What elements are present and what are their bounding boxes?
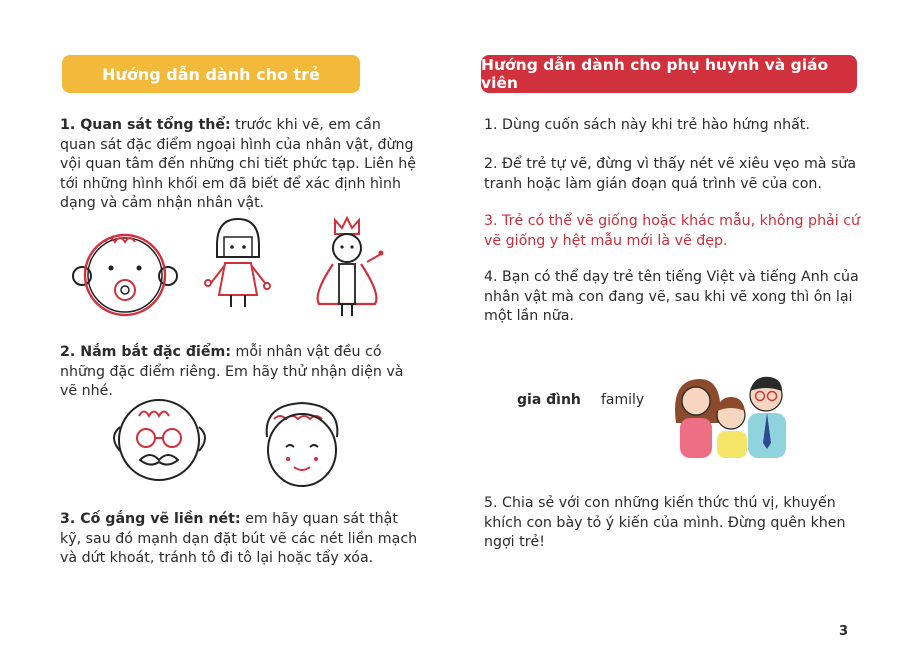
grandma-illustration (252, 395, 352, 490)
prince-illustration (305, 212, 390, 322)
left-item-2-heading: 2. Nắm bắt đặc điểm: (60, 344, 231, 360)
left-item-2-text: mỗi nhân vật đều có những đặc điểm riêng. Em hãy thử nhận diện và vẽ nhé. (60, 344, 404, 399)
family-illustration (668, 373, 793, 458)
banner-parents-guide-label: Hướng dẫn dành cho phụ huynh và giáo viên (481, 56, 829, 92)
right-item-3: 3. Trẻ có thể vẽ giống hoặc khác mẫu, không phải cứ vẽ giống y hệt mẫu mới là vẽ đẹp. (484, 213, 860, 249)
left-item-1-heading: 1. Quan sát tổng thể: (60, 117, 231, 133)
right-item-1: 1. Dùng cuốn sách này khi trẻ hào hứng nhất. (484, 117, 810, 133)
right-item-5: 5. Chia sẻ với con những kiến thức thú vị, khuyến khích con bày tỏ ý kiến của mình. Đừng quên khen ngợi trẻ! (484, 495, 846, 550)
vocab-vietnamese: gia đình (517, 392, 581, 408)
banner-children-guide (62, 55, 360, 93)
girl-illustration (200, 215, 275, 310)
left-item-3 (60, 510, 420, 569)
right-item-4: 4. Bạn có thể dạy trẻ tên tiếng Việt và tiếng Anh của nhân vật mà con đang vẽ, sau khi vẽ xong thì ôn lại một lần nữa. (484, 269, 859, 324)
page-number: 3 (839, 624, 849, 639)
right-item-2: 2. Để trẻ tự vẽ, đừng vì thấy nét vẽ xiêu vẹo mà sửa tranh hoặc làm gián đoạn quá trình vẽ của con. (484, 156, 857, 192)
banner-children-guide-label: Hướng dẫn dành cho trẻ (102, 64, 320, 84)
left-item-1-text: trước khi vẽ, em cần quan sát đặc điểm ngoại hình của nhân vật, đừng vội quan tâm đến những chi tiết phức tạp. Liên hệ tới những hình khối em đã biết để xác định hình dạng và cảm nhận nhân vật. (60, 117, 416, 211)
vocab-english: family (601, 392, 645, 408)
left-item-3-heading: 3. Cố gắng vẽ liền nét: (60, 511, 241, 527)
grandpa-illustration (102, 392, 217, 487)
baby-illustration (70, 220, 180, 320)
left-item-1 (60, 116, 420, 214)
banner-parents-guide (481, 55, 857, 93)
left-item-3-text: em hãy quan sát thật kỹ, sau đó mạnh dạn đặt bút vẽ các nét liền mạch và dứt khoát, tránh tô đi tô lại hoặc tẩy xóa. (60, 511, 418, 566)
